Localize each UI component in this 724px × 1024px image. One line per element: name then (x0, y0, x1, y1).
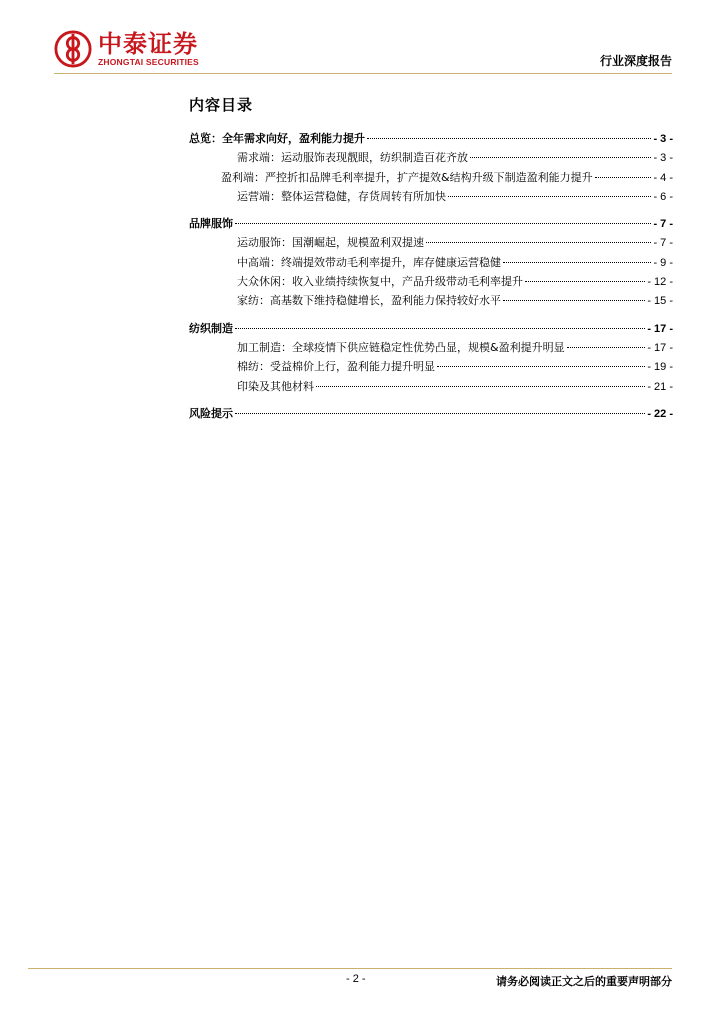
toc-dot-leader (235, 412, 645, 414)
toc-entry-label: 运营端：整体运营稳健，存货周转有所加快 (237, 189, 446, 203)
toc-subsection-entry[interactable] (189, 168, 673, 187)
toc-entry-label: 总览：全年需求向好，盈利能力提升 (189, 132, 365, 145)
toc-dot-leader (367, 137, 651, 139)
toc-dot-leader (316, 385, 645, 387)
toc-entry-page: - 12 - (647, 276, 673, 289)
toc-dot-leader (470, 156, 651, 158)
logo-english-name: ZHONGTAI SECURITIES (98, 57, 199, 67)
toc-entry-page: - 7 - (653, 218, 673, 231)
toc-dot-leader (525, 280, 645, 282)
toc-dot-leader (595, 176, 652, 178)
toc-entry-page: - 15 - (647, 295, 673, 308)
toc-dot-leader (437, 365, 645, 367)
toc-title: 内容目录 (189, 96, 254, 114)
toc-entry-label: 印染及其他材料 (237, 379, 314, 393)
company-logo (54, 30, 199, 68)
disclaimer-text: 请务必阅读正文之后的重要声明部分 (496, 975, 672, 988)
toc-dot-leader (503, 261, 651, 263)
toc-section-entry[interactable] (189, 319, 673, 338)
toc-entry-page: - 22 - (647, 407, 673, 420)
toc-subsection-entry[interactable] (189, 233, 673, 252)
toc-entry-page: - 17 - (647, 341, 673, 354)
header-divider (54, 73, 672, 74)
toc-section-entry[interactable] (189, 214, 673, 233)
toc-entry-page: - 9 - (653, 256, 673, 269)
toc-section-gap (189, 206, 673, 214)
toc-subsection-entry[interactable] (189, 377, 673, 396)
toc-section-gap (189, 311, 673, 319)
toc-entry-label: 纺织制造 (189, 321, 233, 335)
page-header (0, 0, 724, 80)
toc-entry-label: 中高端：终端提效带动毛利率提升，库存健康运营稳健 (237, 255, 501, 269)
toc-entry-label: 加工制造：全球疫情下供应链稳定性优势凸显，规模&盈利提升明显 (237, 340, 565, 354)
toc-dot-leader (235, 327, 645, 329)
toc-entry-page: - 7 - (653, 237, 673, 250)
toc-entry-page: - 17 - (647, 322, 673, 335)
toc-entry-page: - 3 - (653, 152, 673, 165)
toc-subsection-entry[interactable] (189, 148, 673, 167)
page-number: - 2 - (346, 973, 366, 985)
toc-entry-page: - 4 - (653, 171, 673, 184)
toc-entry-label: 盈利端：严控折扣品牌毛利率提升，扩产提效&结构升级下制造盈利能力提升 (221, 170, 593, 184)
toc-section-gap (189, 396, 673, 404)
toc-section-entry[interactable] (189, 129, 673, 148)
toc-entry-page: - 19 - (647, 361, 673, 374)
footer-divider (28, 968, 672, 969)
toc-subsection-entry[interactable] (189, 253, 673, 272)
toc-entry-label: 大众休闲：收入业绩持续恢复中，产品升级带动毛利率提升 (237, 275, 523, 289)
logo-chinese-name: 中泰证券 (98, 30, 198, 58)
toc-subsection-entry[interactable] (189, 272, 673, 291)
toc-subsection-entry[interactable] (189, 291, 673, 310)
toc-dot-leader (567, 346, 646, 348)
table-of-contents (189, 129, 673, 423)
toc-entry-page: - 21 - (647, 380, 673, 393)
toc-entry-label: 风险提示 (189, 406, 233, 420)
report-type-label: 行业深度报告 (599, 54, 672, 68)
toc-entry-label: 需求端：运动服饰表现靓眼，纺织制造百花齐放 (237, 151, 468, 165)
toc-subsection-entry[interactable] (189, 187, 673, 206)
zhongtai-logo-icon (54, 30, 92, 68)
toc-subsection-entry[interactable] (189, 338, 673, 357)
toc-entry-label: 运动服饰：国潮崛起，规模盈利双提速 (237, 236, 424, 250)
toc-entry-label: 家纺：高基数下维持稳健增长，盈利能力保持较好水平 (237, 294, 501, 308)
toc-entry-page: - 6 - (653, 190, 673, 203)
toc-entry-page: - 3 - (653, 133, 673, 145)
toc-entry-label: 品牌服饰 (189, 217, 233, 231)
toc-dot-leader (426, 241, 651, 243)
toc-dot-leader (503, 299, 645, 301)
toc-subsection-entry[interactable] (189, 357, 673, 376)
toc-section-entry[interactable] (189, 404, 673, 423)
toc-dot-leader (448, 195, 651, 197)
toc-entry-label: 棉纺：受益棉价上行，盈利能力提升明显 (237, 360, 435, 374)
toc-dot-leader (235, 222, 651, 224)
